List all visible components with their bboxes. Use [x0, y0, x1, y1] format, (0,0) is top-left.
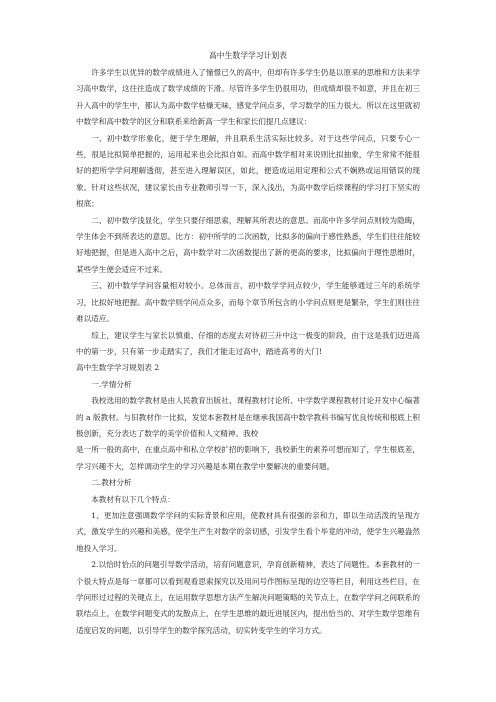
body-paragraph: 三、初中数学学问容量相对较小。总体而言，初中数学学问点较少，学生能够通过三年的系统学习，比拟好地把握。高中数学则学问点众多，而每个章节所包含的小学问点则更是繁杂，学生们则往往难以适应。	[76, 281, 420, 324]
body-paragraph: 本教材有以下几个特点：	[91, 494, 175, 504]
document-body	[76, 65, 420, 639]
body-paragraph: 一.学情分析	[91, 379, 132, 389]
body-paragraph: 二.教材分析	[91, 478, 132, 488]
body-paragraph: 综上，建议学生与家长以慎重、仔细的态度去对待初三升中这一极变的阶段，由于这是我们迈进高中的第一步，只有第一步走踏实了，我们才能走过高中，踏进高考的大门!	[76, 330, 420, 356]
body-paragraph: 二、初中数学浅显化，学生只要仔细思索，理解其所表达的意思。而高中许多学问点则较为隐晦，学生体会不到所表达的意思。比方：初中所学的二次函数，比拟多的偏向于感性熟悉，学生们往往能较好地把握，但是进入高中之后，高中数学对二次函数提出了新的更高的要求，比拟偏向于理性思维时，某些学生便会适应不过来。	[76, 215, 420, 274]
body-paragraph: 是一所一般的高中，在重点高中和私立学校扩招的影响下，我校新生的素养可想而知了，学生根底差，学习兴趣不大，怎样调动学生的学习兴趣是本期在教学中要解决的重要问题。	[76, 445, 420, 471]
document-title: 高中生数学学习计划表	[209, 51, 287, 60]
body-paragraph: 一、初中数学形象化，便于学生理解，并且联系生活实际比较多。对于这些学问点，只要专心一些，很是比拟简单把握的，运用起来也会比拟自如。而高中数学相对来说则比拟抽象，学生常常不能很好的把所学学问理解透彻，甚至进入理解误区，如此，便造成运用定理和公式不娴熟或运用错误的现象。针对这些状况，建议家长由专业教师引导一下，深入浅出，为高中数学后续课程的学习打下坚实的根底；	[76, 133, 420, 209]
body-paragraph: 我校选用的数学教材是由人民教育出版社、课程教材讨论所、中学数学课程教材讨论开发中心编著的 a 版教材。与旧教材作一比拟，发觉本套教材是在继承我国高中数学教科书编写优良传统和根底上积极创新，充分表达了数学的美学价值和人文精神。我校	[76, 396, 420, 438]
body-paragraph: 2.以恰时恰点的问题引导数学活动，培育问题意识，孕育创新精神，表达了问题性。本套教材的一个很大特点是每一章都可以看到观看思索探究以及用问号作图标呈现的边空等栏目，利用这些栏目，在学问形过过程的关键点上，在运用数学思想方法产生解决问题策略的关节点上，在数学学问之间联系的联结点上，在数学问题变式的发散点上，在学生思维的最近进展区内，提出恰当的、对学生数学思维有适度启发的问题，以引导学生的数学探究活动，切实转变学生的学习方式。	[76, 560, 420, 635]
body-paragraph: 许多学生以优异的数学成绩进入了憧憬已久的高中，但却有许多学生仍是以原来的思维和方法来学习高中数学，这往往造成了数学成绩的下滑。尽管许多学生仍很用功，但成绩却很不如意，并且在初三升入高中的学生中，都认为高中数学枯燥无味，感觉学问点多，学习数学的压力很大。所以在这里就初中数学和高中数学的区分和联系来给新高一学生和家长们提几点建议：	[76, 68, 420, 127]
body-paragraph: 高中生数学学习规划表 2	[76, 363, 160, 373]
body-paragraph: 1、更加注意强调数学学问的实际背景和应用，使教材具有很强的亲和力，即以生动活泼的呈现方式，激发学生的兴趣和美感，使学生产生对数学的亲切感，引发学生看个毕竟的冲动，使学生兴趣盎然地投入学习。	[76, 510, 420, 553]
